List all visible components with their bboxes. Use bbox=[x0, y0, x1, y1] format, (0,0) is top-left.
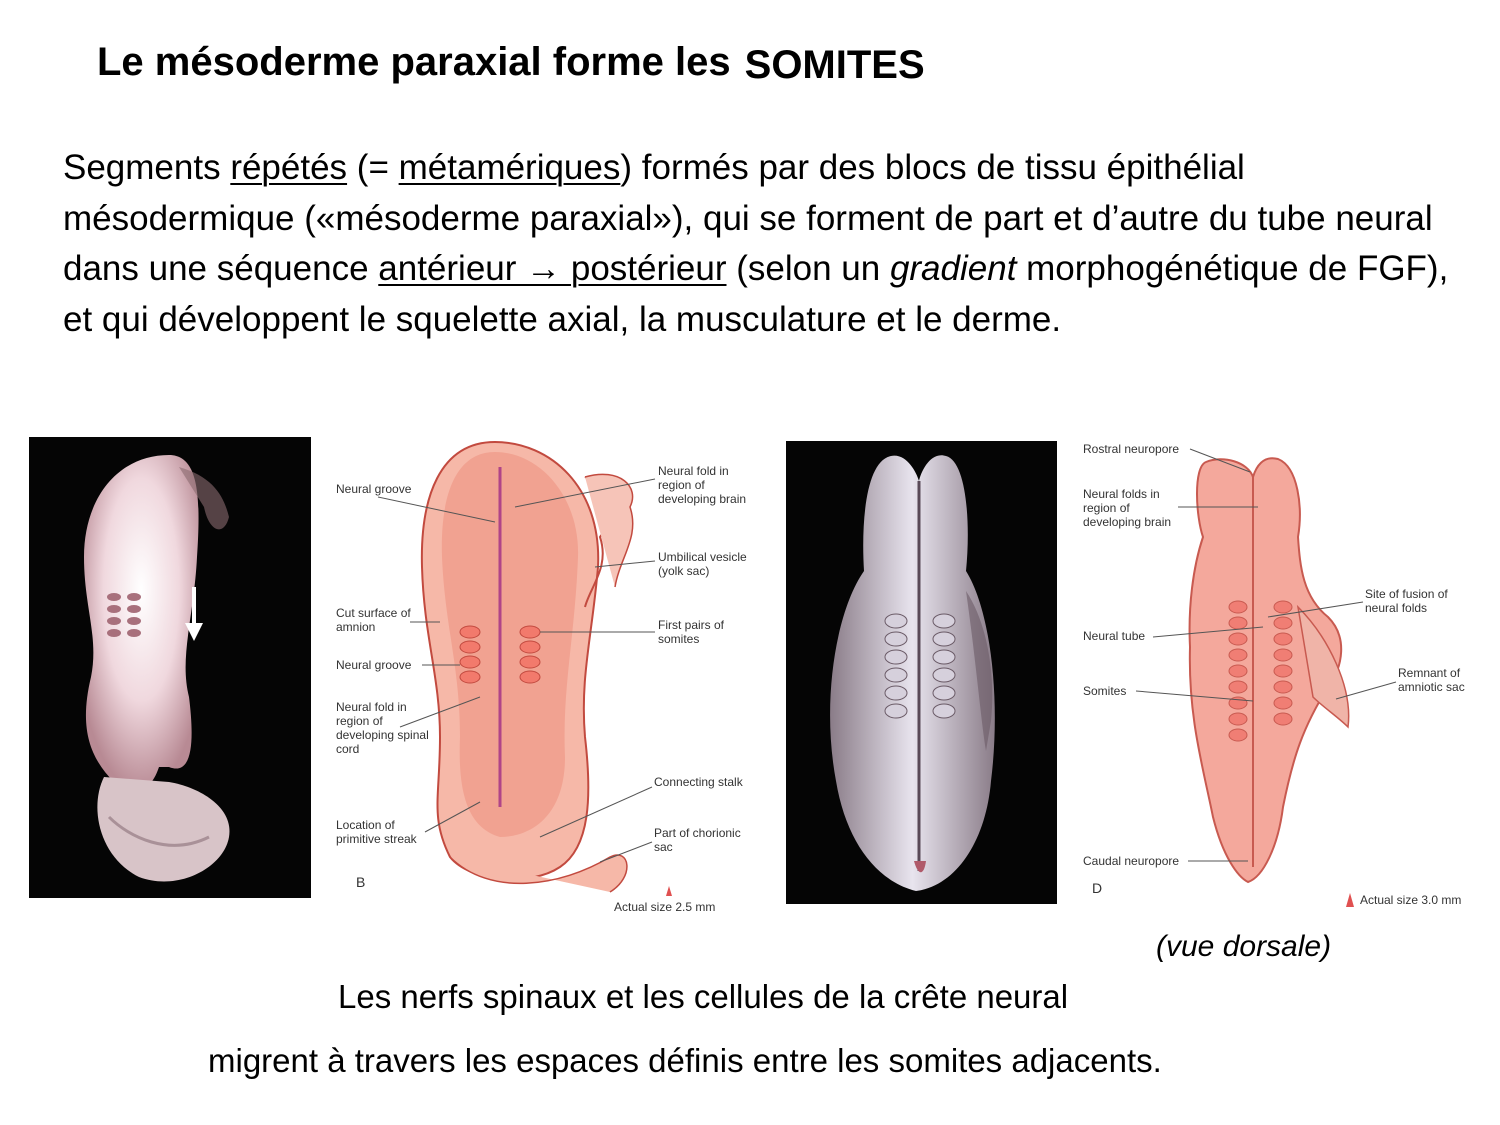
term-metameriques: métamériques bbox=[398, 148, 621, 187]
para-text-1: Segments bbox=[63, 148, 231, 187]
figure-d-drawing bbox=[1078, 437, 1488, 917]
embryo-photo-2 bbox=[786, 441, 1057, 904]
title-part-2: SOMITES bbox=[744, 43, 925, 87]
d-neural-folds-brain: Neural folds in region of developing brain bbox=[1083, 487, 1172, 529]
caption-line-2: migrent à travers les espaces définis entre les somites adjacents. bbox=[208, 1042, 1162, 1079]
d-neural-tube: Neural tube bbox=[1083, 629, 1146, 643]
b-umbilical-vesicle: Umbilical vesicle (yolk sac) bbox=[658, 550, 747, 578]
definition-paragraph bbox=[63, 143, 1463, 345]
slide-title bbox=[97, 40, 925, 85]
b-first-pairs: First pairs of somites bbox=[658, 618, 725, 646]
b-panel-letter: B bbox=[356, 874, 366, 890]
b-neural-groove-mid: Neural groove bbox=[336, 658, 412, 672]
para-text-3: ) formés par des blocs de tissu épithélial mésodermique («mésoderme paraxial»), qui se forment de part et d’autre du tube neural dans une séquence bbox=[63, 148, 1433, 288]
figure-b-drawing bbox=[330, 437, 770, 917]
d-caudal-neuropore: Caudal neuropore bbox=[1083, 854, 1180, 868]
term-gradient: gradient bbox=[889, 249, 1017, 288]
b-neural-groove-top: Neural groove bbox=[336, 482, 412, 496]
d-rostral-neuropore: Rostral neuropore bbox=[1083, 442, 1180, 456]
d-actual-size: Actual size 3.0 mm bbox=[1360, 893, 1462, 907]
para-text-5: morphogénétique de FGF), et qui développent le squelette axial, la musculature et le derme. bbox=[63, 249, 1449, 339]
para-text-4: (selon un bbox=[726, 249, 890, 288]
embryo-photo-1 bbox=[29, 437, 311, 898]
size-marker-icon bbox=[1346, 893, 1354, 907]
view-note: (vue dorsale) bbox=[1156, 930, 1332, 963]
para-text-2: (= bbox=[347, 148, 399, 187]
term-antero-posterior: antérieur → postérieur bbox=[378, 249, 727, 288]
term-repetes: répétés bbox=[230, 148, 348, 187]
b-neural-fold-brain: Neural fold in region of developing brain bbox=[658, 464, 747, 506]
title-part-1: Le mésoderme paraxial forme les bbox=[97, 40, 731, 84]
b-neural-fold-spinal: Neural fold in region of developing spinal cord bbox=[336, 700, 429, 756]
size-marker-icon bbox=[666, 886, 672, 896]
d-somites: Somites bbox=[1083, 684, 1127, 698]
d-remnant: Remnant of amniotic sac bbox=[1398, 666, 1465, 694]
b-actual-size: Actual size 2.5 mm bbox=[614, 900, 716, 914]
b-connecting-stalk: Connecting stalk bbox=[654, 775, 743, 789]
b-cut-surface: Cut surface of amnion bbox=[336, 606, 411, 634]
b-chorionic-sac: Part of chorionic sac bbox=[654, 826, 741, 854]
caption-line-1: Les nerfs spinaux et les cellules de la crête neural bbox=[338, 978, 1069, 1015]
d-site-of-fusion: Site of fusion of neural folds bbox=[1365, 587, 1448, 615]
d-panel-letter: D bbox=[1092, 880, 1103, 896]
b-primitive-streak: Location of primitive streak bbox=[336, 818, 417, 846]
